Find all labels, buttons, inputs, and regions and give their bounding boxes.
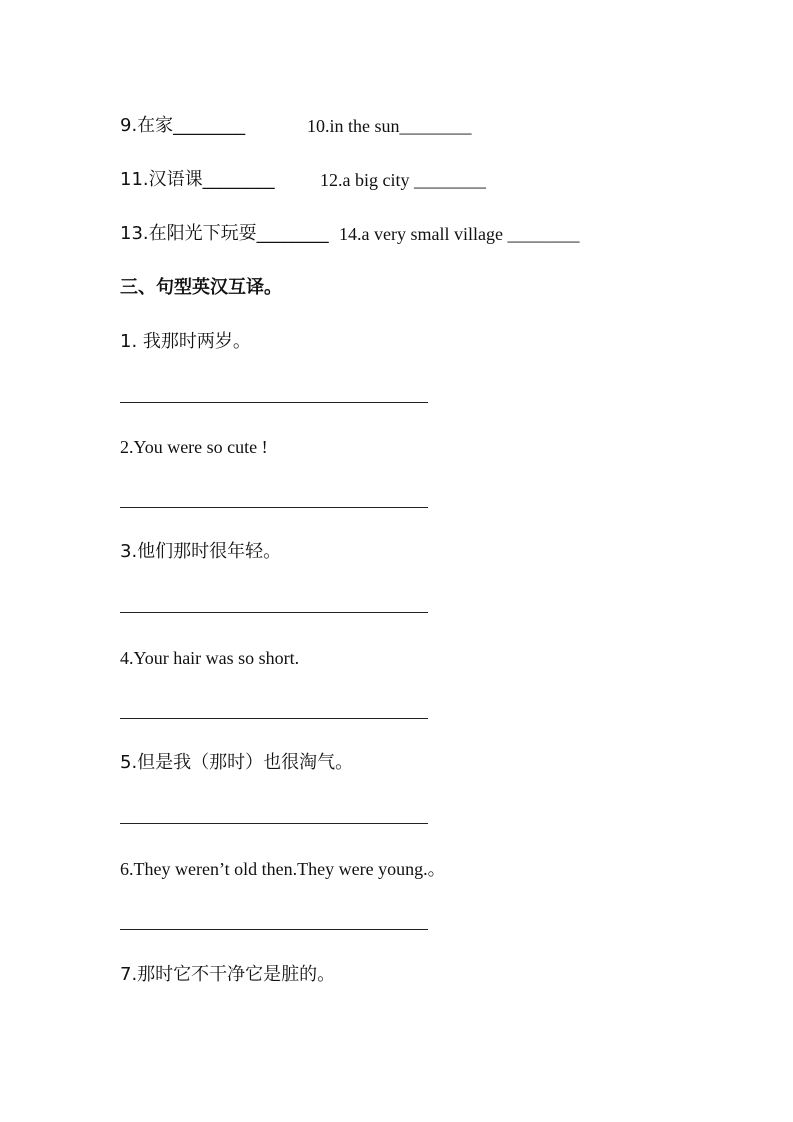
answer-line-2[interactable] <box>120 507 428 508</box>
answer-line-5[interactable] <box>120 823 428 824</box>
vocab-item-13: 13.在阳光下玩耍________ <box>120 223 329 244</box>
section-title: 三、句型英汉互译。 <box>120 277 282 298</box>
vocab-item-12: 12.a big city ________ <box>320 170 486 190</box>
question-2: 2.You were so cute ! <box>120 437 268 457</box>
answer-line-3[interactable] <box>120 612 428 613</box>
question-3: 3.他们那时很年轻。 <box>120 541 282 562</box>
question-7: 7.那时它不干净它是脏的。 <box>120 964 336 985</box>
vocab-item-11: 11.汉语课________ <box>120 169 275 190</box>
vocab-item-10: 10.in the sun________ <box>307 116 472 136</box>
question-6: 6.They weren’t old then.They were young.。 <box>120 859 446 879</box>
answer-line-1[interactable] <box>120 402 428 403</box>
vocab-item-14: 14.a very small village ________ <box>339 224 580 244</box>
answer-line-6[interactable] <box>120 929 428 930</box>
question-4: 4.Your hair was so short. <box>120 648 300 668</box>
question-5: 5.但是我（那时）也很淘气。 <box>120 752 354 773</box>
vocab-item-9: 9.在家________ <box>120 115 246 136</box>
question-1: 1. 我那时两岁。 <box>120 331 251 352</box>
answer-line-4[interactable] <box>120 718 428 719</box>
